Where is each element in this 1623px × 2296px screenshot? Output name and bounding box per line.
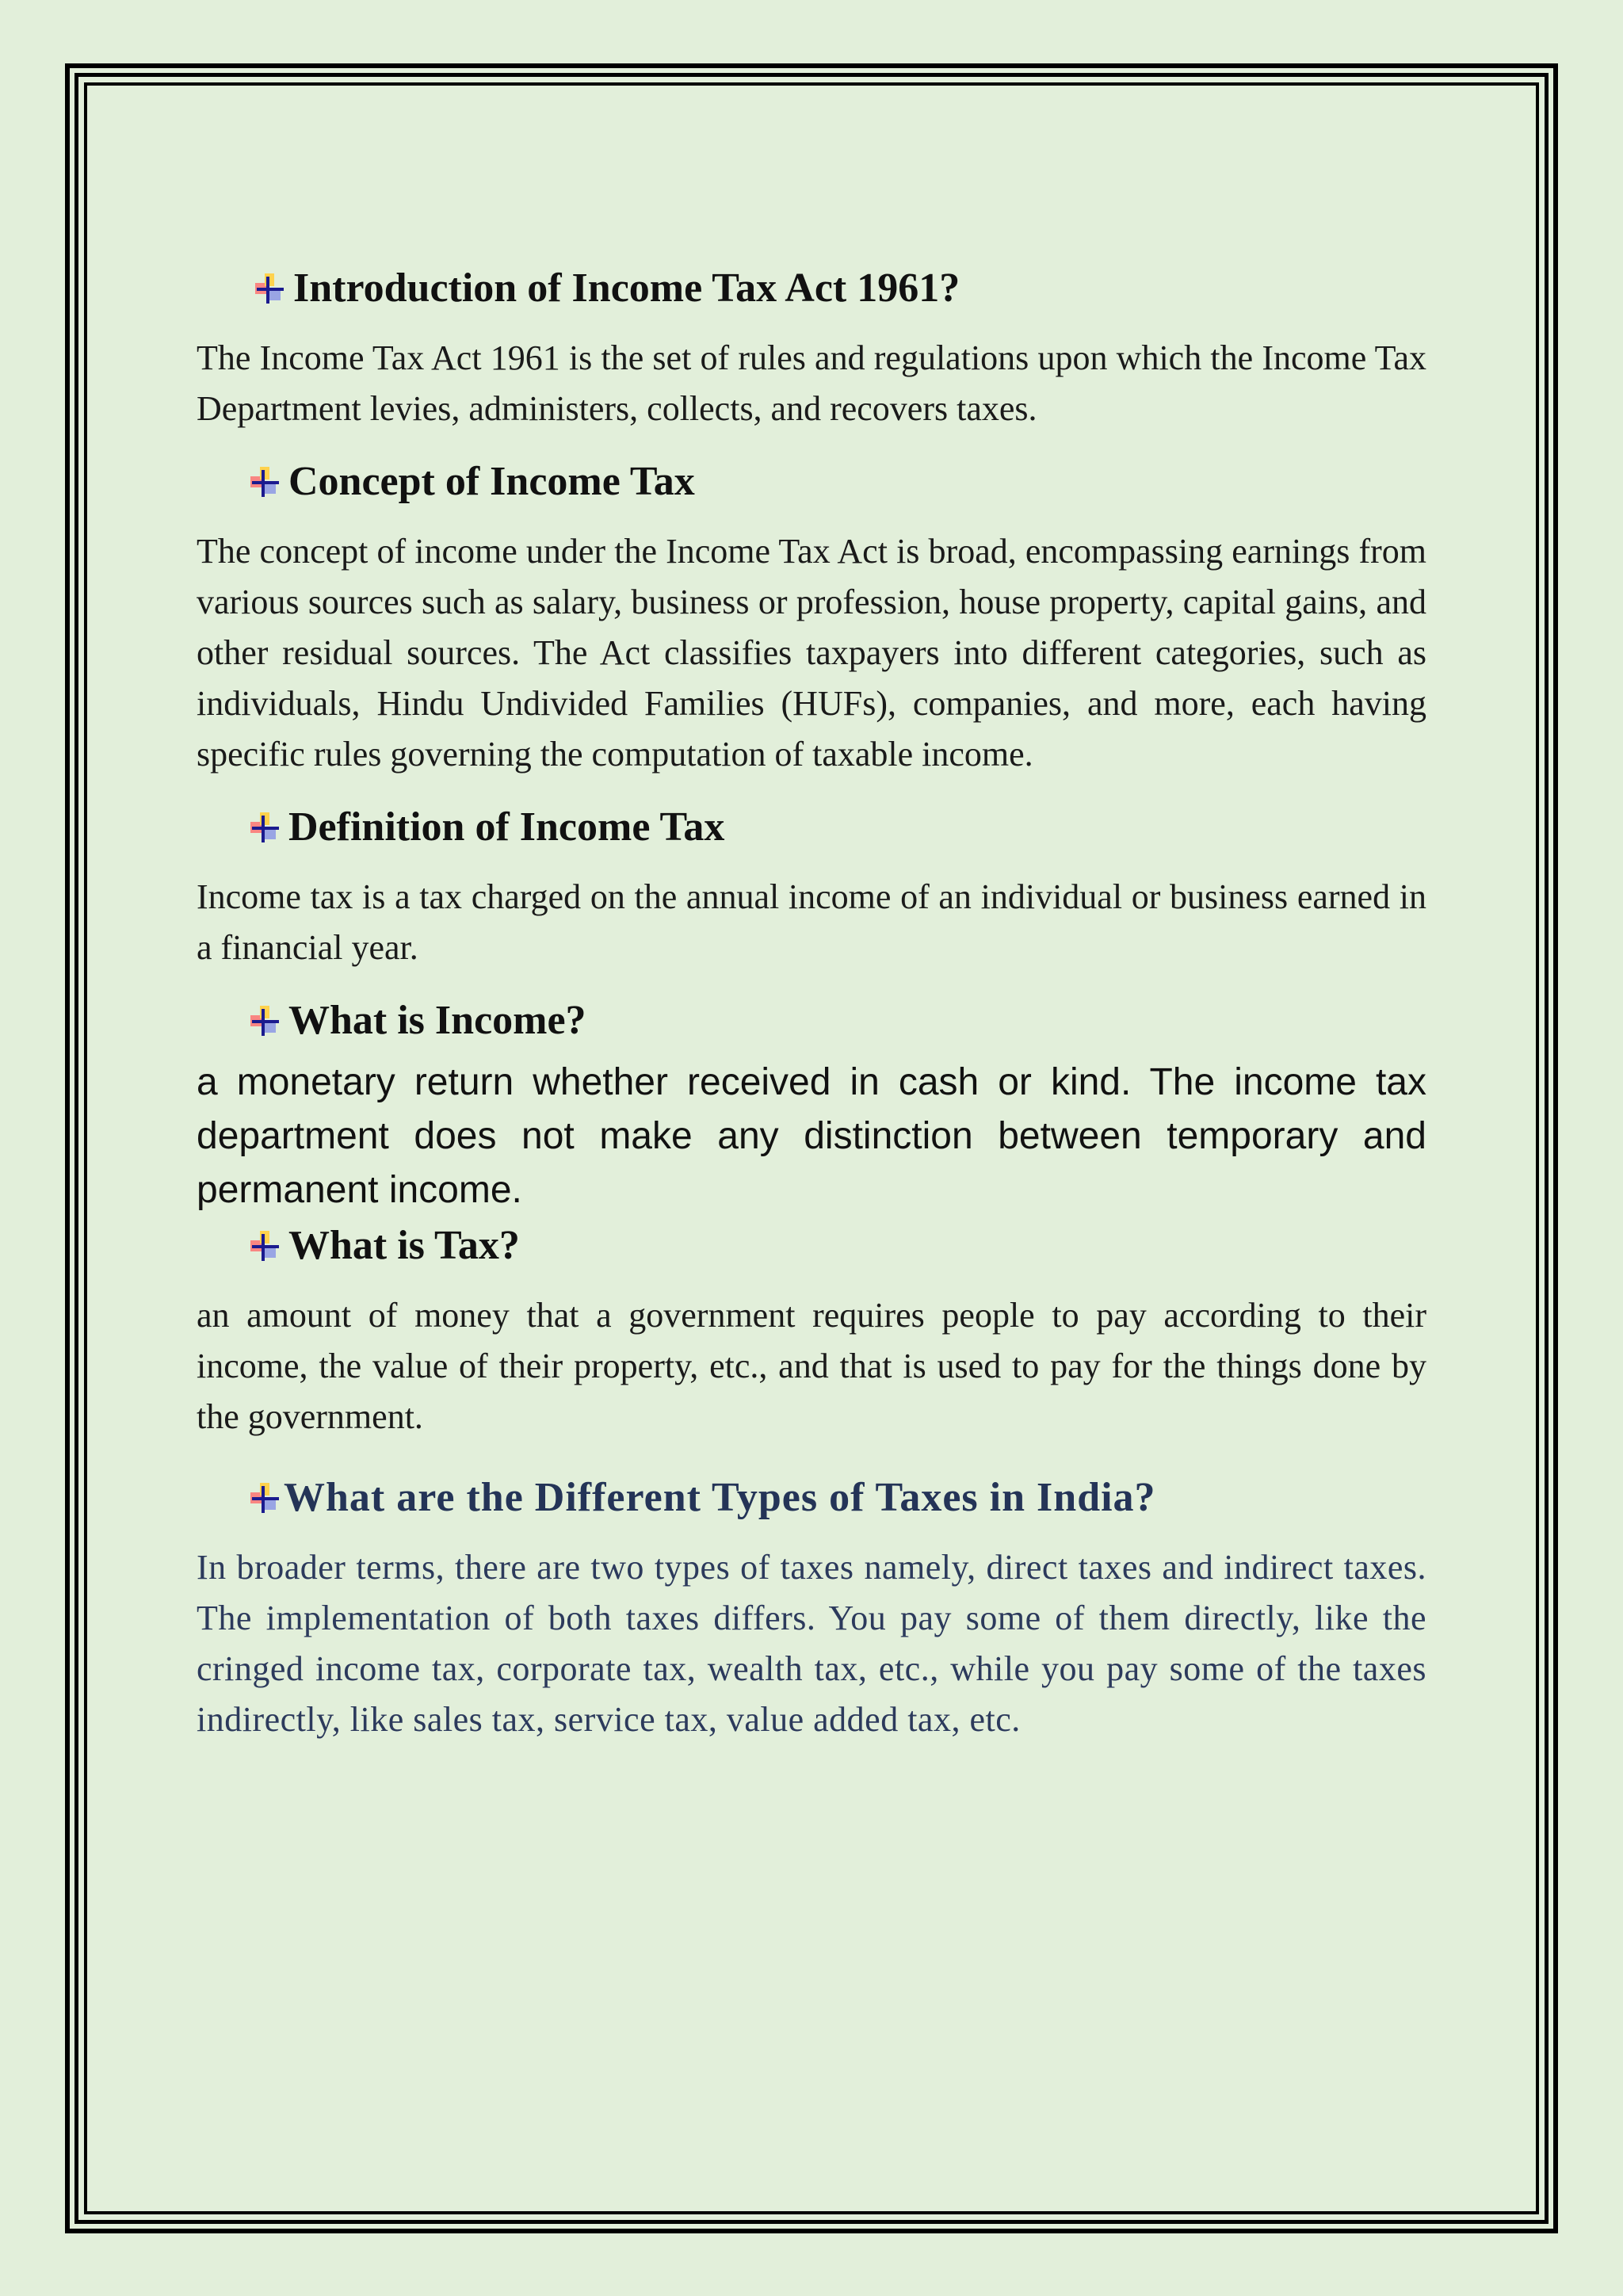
colored-cross-bullet-icon [247, 1481, 281, 1515]
section-paragraph-concept: The concept of income under the Income Tax Act is broad, encompassing earnings from various sources such as salary, business or profession, house property, capital gains, and other residual sources. The Act classifies taxpayers into different categories, such as individuals, Hindu Undivided Families (HUFs), companies, and more, each having specific rules governing the computation of taxable income. [197, 532, 1426, 774]
section-heading-text: What is Tax? [288, 1223, 520, 1268]
section-paragraph-what-is-income: a monetary return whether received in cash or kind. The income tax department does not make any distinction between temporary and permanent income. [197, 1061, 1426, 1211]
section-heading-text: Concept of Income Tax [288, 459, 695, 504]
section-heading-text: Definition of Income Tax [288, 804, 725, 850]
section-heading-text: What is Income? [288, 998, 586, 1043]
colored-cross-bullet-icon [247, 465, 281, 499]
section-heading-what-is-income [247, 994, 1426, 1048]
section-heading-concept [247, 455, 1426, 509]
colored-cross-bullet-icon [247, 811, 281, 844]
section-heading-text: Introduction of Income Tax Act 1961? [293, 266, 960, 311]
section-paragraph-text: an amount of money that a government requires people to pay according to their income, the value of their property, etc., and that is used to pay for the things done by the government. [197, 1296, 1426, 1436]
section-heading-text: What are the Different Types of Taxes in India? [284, 1475, 1156, 1520]
section-paragraph-introduction: The Income Tax Act 1961 is the set of rules and regulations upon which the Income Tax Department levies, administers, collects, and recovers taxes. [197, 338, 1426, 428]
section-paragraph-types-of-taxes: In broader terms, there are two types of taxes namely, direct taxes and indirect taxes. The implementation of both taxes differs. You pay some of them directly, like the cringed income tax, corporate tax, wealth tax, etc., while you pay some of the taxes indirectly, like sales tax, service tax, value added tax, etc. [197, 1548, 1426, 1739]
colored-cross-bullet-icon [252, 272, 285, 305]
colored-cross-bullet-icon [247, 1004, 281, 1037]
document-body [197, 262, 1426, 1766]
section-heading-definition [247, 800, 1426, 854]
colored-cross-bullet-icon [247, 1229, 281, 1263]
section-paragraph-definition: Income tax is a tax charged on the annual income of an individual or business earned in a financial year. [197, 877, 1426, 967]
section-heading-introduction [252, 262, 1426, 315]
section-paragraph-what-is-tax [197, 1290, 1426, 1442]
section-heading-what-is-tax [247, 1219, 1426, 1273]
section-heading-types-of-taxes [247, 1471, 1426, 1525]
